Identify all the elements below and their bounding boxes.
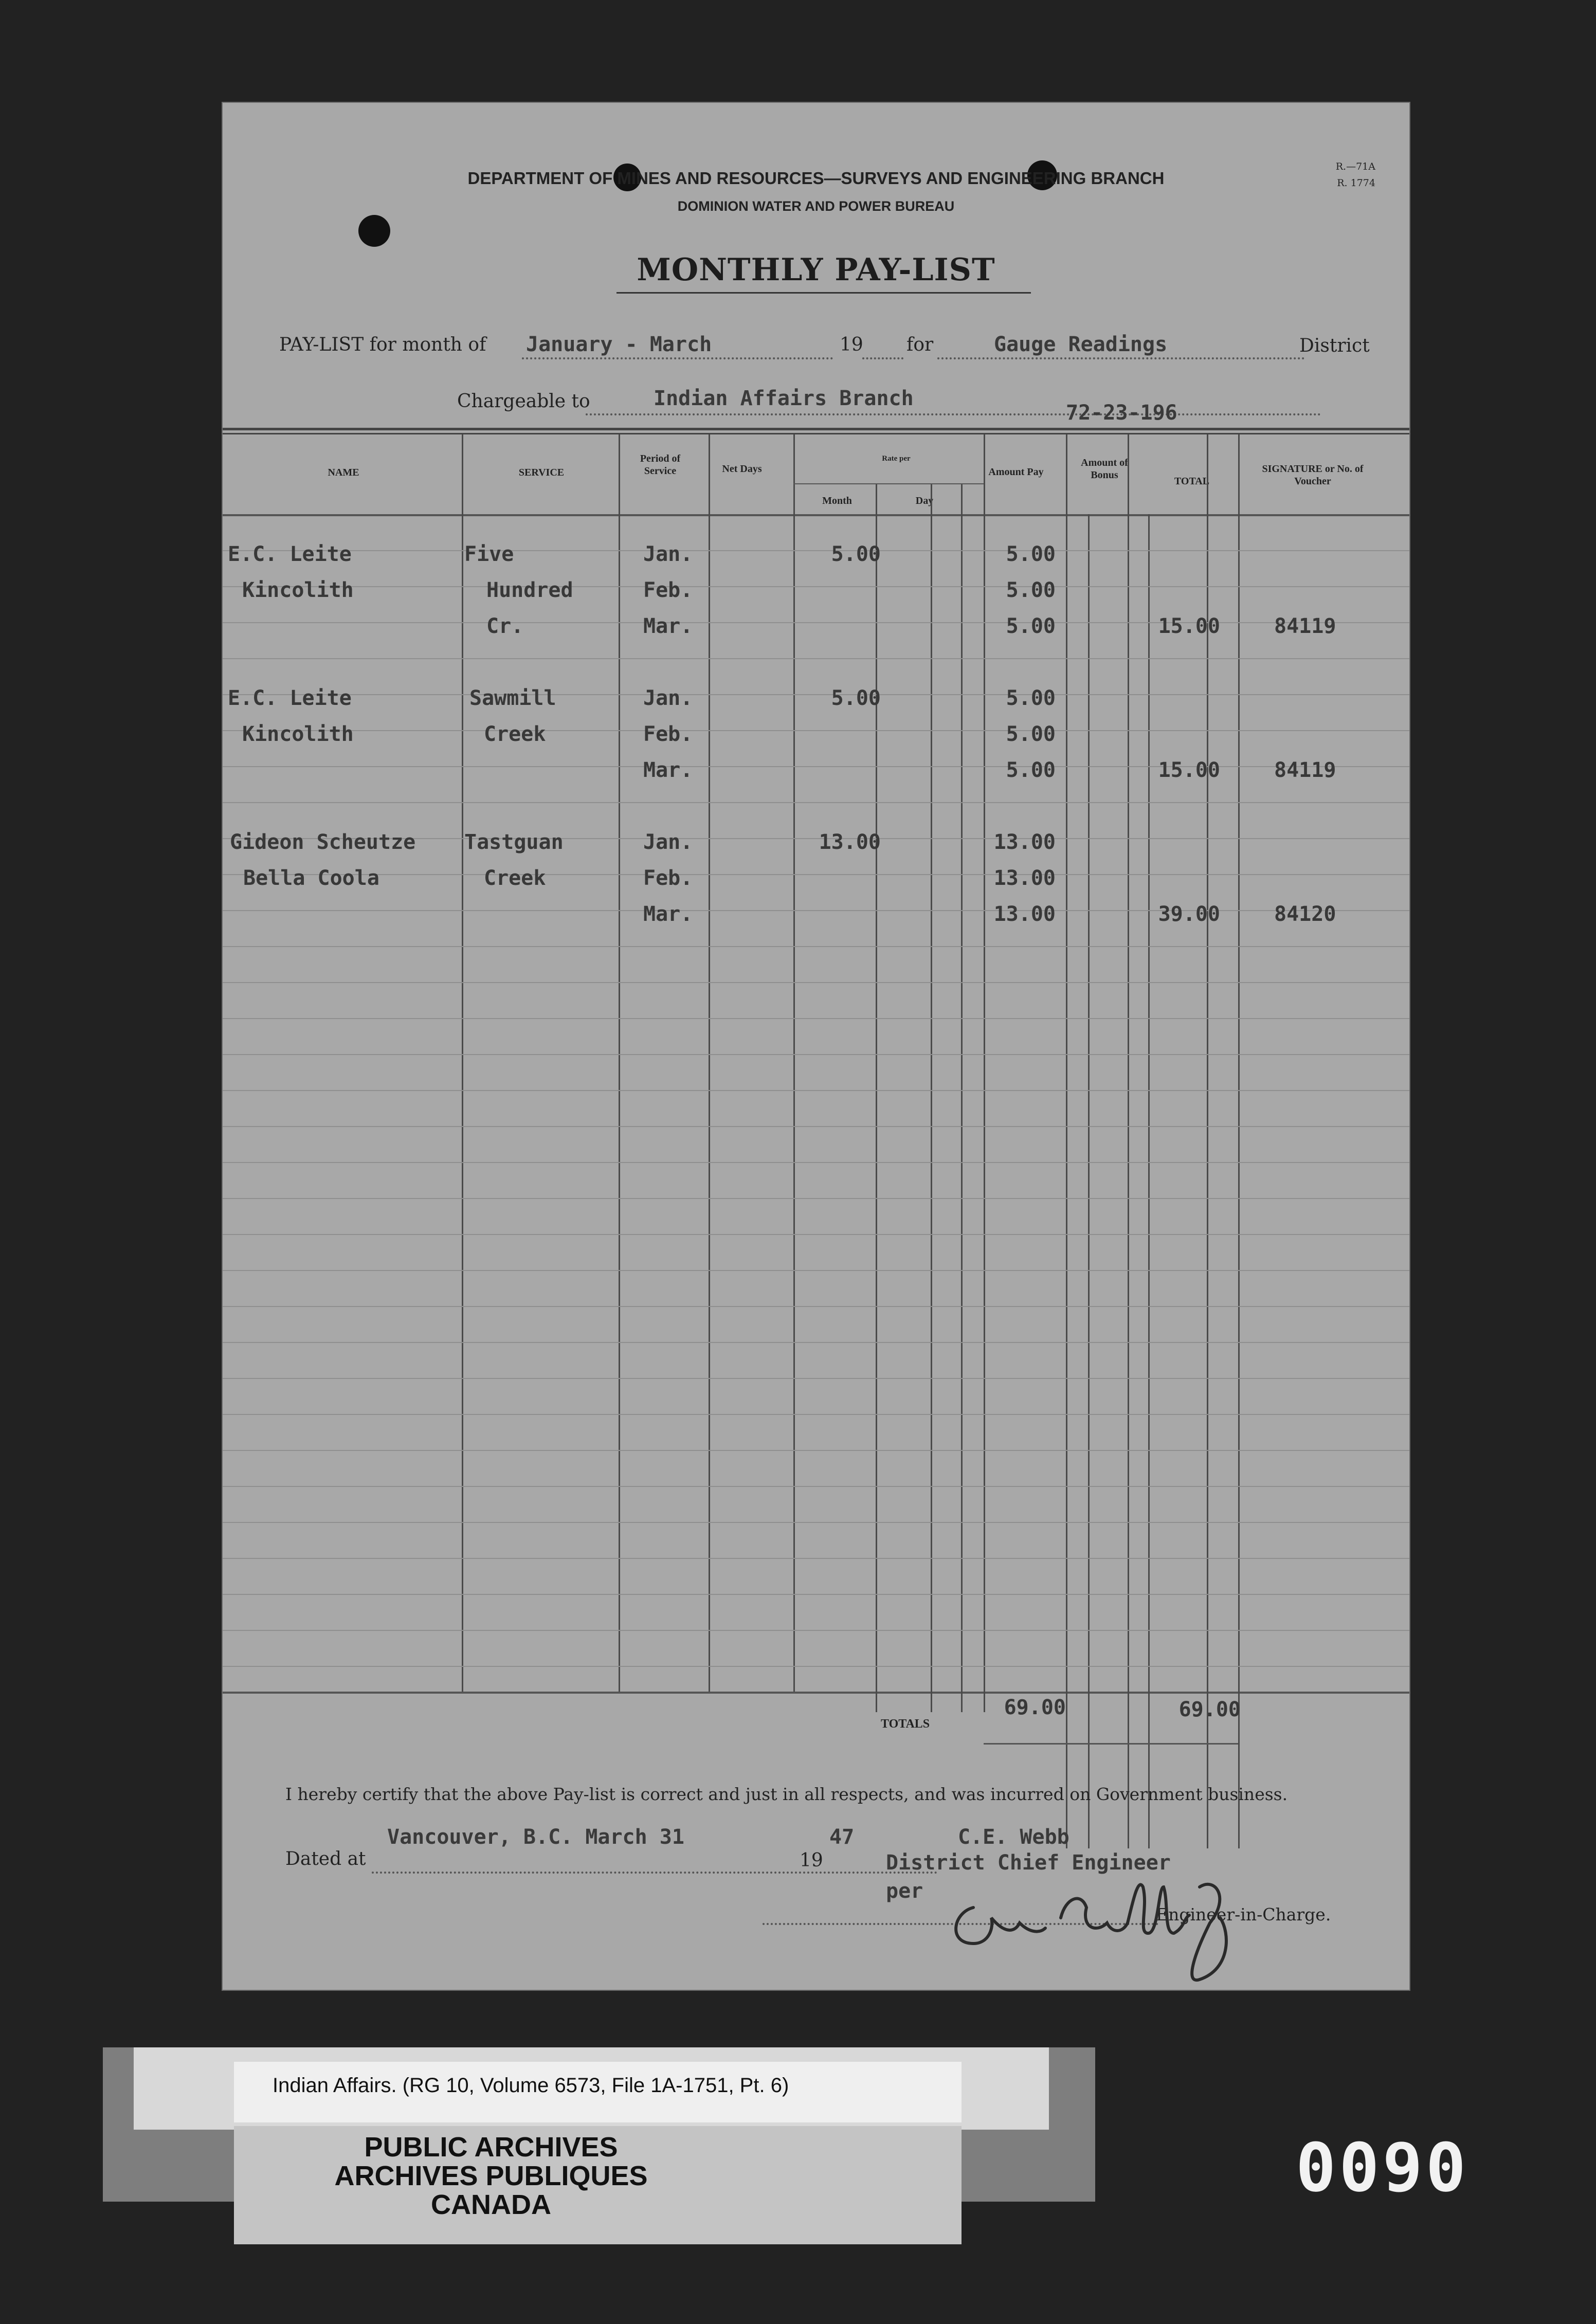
col-rate-month-header: Month [822,495,852,506]
column-divider [961,483,963,1712]
ruled-line [223,1378,1409,1379]
col-rate-day-header: Day [915,495,934,506]
row-period: Feb. [643,722,693,746]
ruled-line [223,982,1409,983]
totals-label: TOTALS [881,1717,930,1731]
column-divider [876,483,877,1712]
row-amount: 5.00 [1006,758,1056,782]
row-service: Creek [484,722,546,746]
ruled-line [223,586,1409,587]
row-period: Jan. [643,542,693,566]
ruled-line [223,1054,1409,1055]
row-period: Feb. [643,866,693,890]
label-year-19: 19 [800,1850,823,1871]
column-divider [1148,514,1150,1848]
row-service: Cr. [486,614,524,638]
ruled-line [223,874,1409,875]
rate-divider [793,483,984,484]
row-period: Jan. [643,686,693,710]
row-amount: 5.00 [1006,722,1056,746]
ruled-line [223,766,1409,767]
row-voucher: 84119 [1274,614,1336,638]
row-voucher: 84119 [1274,758,1336,782]
bureau-heading: DOMINION WATER AND POWER BUREAU [677,198,955,214]
per-label: per [886,1879,923,1903]
ruled-line [223,1306,1409,1307]
row-period: Feb. [643,578,693,602]
ruled-line [223,1018,1409,1019]
row-total: 39.00 [1158,902,1220,926]
ruled-line [223,946,1409,947]
row-name: E.C. Leite [228,686,352,710]
row-name: E.C. Leite [228,542,352,566]
totals-total: 69.00 [1178,1698,1241,1721]
ruled-line [223,1414,1409,1415]
table-top-rule [223,428,1409,430]
ruled-line [223,1234,1409,1235]
table-top-rule [223,433,1409,434]
certification-text: I hereby certify that the above Pay-list is correct and just in all respects, and was incurred on Government business. [285,1784,1288,1804]
row-amount: 5.00 [1006,686,1056,710]
row-amount: 13.00 [993,830,1056,854]
ruled-line [223,1450,1409,1451]
ruled-line [223,1126,1409,1127]
engineer-in-charge-label: Engineer-in-Charge. [1156,1904,1331,1924]
ruled-line [223,730,1409,731]
column-divider [1128,434,1129,1848]
ruled-line [223,1198,1409,1199]
label-19: 19 [840,334,863,355]
column-divider [1207,434,1208,1848]
column-divider [1066,434,1067,1848]
dotted-rule [586,413,1321,415]
col-netdays-header: Net Days [722,463,762,475]
ruled-line [223,1666,1409,1667]
label-dated-at: Dated at [285,1848,366,1869]
row-amount: 5.00 [1006,542,1056,566]
ruled-line [223,1342,1409,1343]
row-total: 15.00 [1158,758,1220,782]
frame-number: 0090 [1296,2129,1470,2207]
row-name: Kincolith [242,578,354,602]
dotted-rule [372,1872,937,1874]
archive-stamp: PUBLIC ARCHIVES ARCHIVES PUBLIQUES CANADA [334,2132,648,2220]
ruled-line [223,658,1409,659]
ruled-line [223,802,1409,803]
ruled-line [223,1630,1409,1631]
row-amount: 5.00 [1006,578,1056,602]
row-name: Bella Coola [243,866,379,890]
label-for: for [906,334,934,355]
archive-reference: Indian Affairs. (RG 10, Volume 6573, File 1A-1751, Pt. 6) [273,2074,789,2097]
paylist-for: Gauge Readings [994,333,1168,356]
row-name: Gideon Scheutze [230,830,416,854]
col-name-header: NAME [328,467,359,478]
dotted-rule [522,357,833,359]
row-period: Mar. [643,614,693,638]
department-heading: DEPARTMENT OF MINES AND RESOURCES—SURVEYS AND ENGINEERING BRANCH [467,169,1165,188]
col-service-header: SERVICE [518,467,565,478]
dotted-rule [937,357,1304,359]
col-amount-header: Amount Pay [988,466,1044,478]
paylist-month: January - March [526,333,712,356]
row-rate: 5.00 [831,542,881,566]
ruled-line [223,1090,1409,1091]
label-chargeable: Chargeable to [457,391,590,412]
dotted-rule [862,357,903,359]
ruled-line [223,1270,1409,1271]
row-rate: 13.00 [819,830,881,854]
totals-amount: 69.00 [1004,1696,1066,1719]
chargeable-to: Indian Affairs Branch [654,387,914,410]
row-period: Mar. [643,902,693,926]
certifier-position: District Chief Engineer [886,1851,1171,1875]
col-signature-header: SIGNATURE or No. of Voucher [1262,463,1364,487]
row-service: Hundred [486,578,573,602]
col-rate-header: Rate per [882,455,911,463]
label-district: District [1299,335,1370,356]
punch-hole [358,215,390,247]
title-underline [616,292,1031,294]
row-period: Jan. [643,830,693,854]
col-period-header: Period of Service [640,453,681,477]
row-name: Kincolith [242,722,354,746]
row-amount: 5.00 [1006,614,1056,638]
row-amount: 13.00 [993,866,1056,890]
dated-place: Vancouver, B.C. March 31 [387,1825,684,1849]
label-for-month: PAY-LIST for month of [279,334,486,355]
form-number: R.—71A R. 1774 [1335,161,1375,189]
totals-bottom-rule [984,1743,1238,1745]
column-divider [1238,434,1240,1848]
row-total: 15.00 [1158,614,1220,638]
ruled-line [223,1486,1409,1487]
row-period: Mar. [643,758,693,782]
row-service: Tastguan [464,830,564,854]
row-amount: 13.00 [993,902,1056,926]
row-service: Five [464,542,514,566]
table-totals-rule [223,1692,1409,1694]
page-title: MONTHLY PAY-LIST [637,252,995,288]
row-service: Creek [484,866,546,890]
col-total-header: TOTAL [1174,476,1210,487]
ruled-line [223,1594,1409,1595]
handwritten-signature [942,1856,1364,2010]
ruled-line [223,622,1409,623]
account-number: 72-23-196 [1066,401,1177,425]
row-service: Sawmill [469,686,556,710]
table-header-rule [223,514,1409,516]
pay-list-sheet [223,103,1409,1990]
row-voucher: 84120 [1274,902,1336,926]
ruled-line [223,910,1409,911]
ruled-line [223,1522,1409,1523]
ruled-line [223,1558,1409,1559]
column-divider [1088,514,1090,1848]
row-rate: 5.00 [831,686,881,710]
ruled-line [223,1162,1409,1163]
certifier-name: C.E. Webb [958,1825,1069,1849]
column-divider [931,483,932,1712]
dated-year: 47 [829,1825,855,1849]
col-bonus-header: Amount of Bonus [1081,457,1128,481]
